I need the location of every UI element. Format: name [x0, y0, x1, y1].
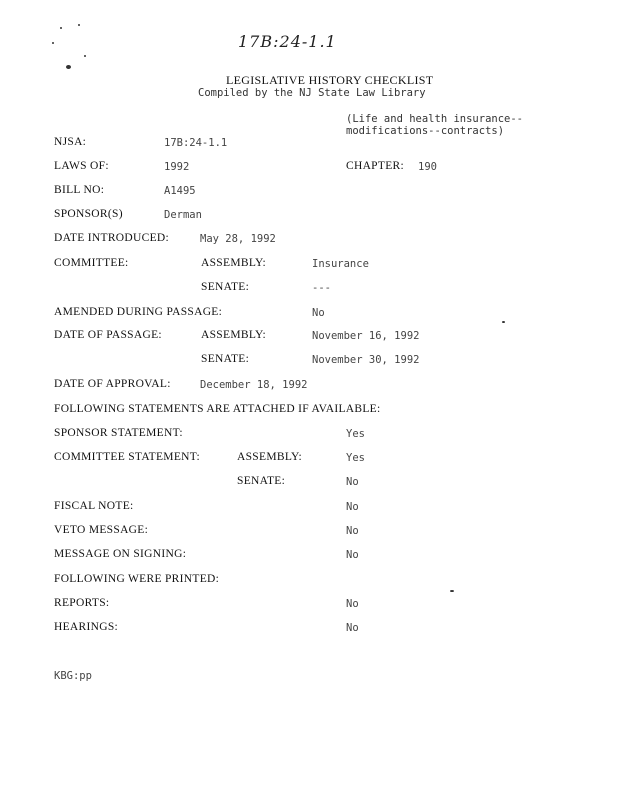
veto-message-value: No: [346, 525, 359, 537]
committee-statement-assembly-value: Yes: [346, 452, 365, 464]
scan-speck: [450, 590, 454, 592]
scan-speck: [60, 27, 62, 29]
hearings-label: HEARINGS:: [54, 621, 119, 633]
passage-senate-label: SENATE:: [201, 353, 250, 365]
message-on-signing-value: No: [346, 549, 359, 561]
veto-message-label: VETO MESSAGE:: [54, 524, 149, 536]
scan-speck: [84, 55, 86, 57]
topic-line-1: (Life and health insurance--: [346, 113, 524, 125]
laws-of-value: 1992: [164, 161, 190, 173]
topic-line-2: modifications--contracts): [346, 125, 505, 137]
njsa-value: 17B:24-1.1: [164, 137, 228, 149]
date-of-approval-value: December 18, 1992: [200, 379, 308, 391]
chapter-value: 190: [418, 161, 437, 173]
hearings-value: No: [346, 622, 359, 634]
committee-label: COMMITTEE:: [54, 257, 129, 269]
footer-initials: KBG:pp: [54, 670, 92, 682]
page-subtitle: Compiled by the NJ State Law Library: [198, 87, 426, 99]
printed-heading: FOLLOWING WERE PRINTED:: [54, 573, 220, 585]
passage-senate-value: November 30, 1992: [312, 354, 420, 366]
chapter-label: CHAPTER:: [346, 160, 404, 172]
date-introduced-label: DATE INTRODUCED:: [54, 232, 169, 244]
page-title: LEGISLATIVE HISTORY CHECKLIST: [226, 73, 434, 87]
amended-label: AMENDED DURING PASSAGE:: [54, 306, 223, 318]
date-of-approval-label: DATE OF APPROVAL:: [54, 378, 171, 390]
committee-senate-value: ---: [312, 282, 331, 294]
committee-statement-senate-label: SENATE:: [237, 475, 286, 487]
amended-value: No: [312, 307, 325, 319]
date-of-passage-label: DATE OF PASSAGE:: [54, 329, 162, 341]
committee-assembly-value: Insurance: [312, 258, 369, 270]
njsa-label: NJSA:: [54, 136, 87, 148]
scan-speck: [78, 24, 80, 26]
scan-speck: [502, 321, 505, 323]
bill-no-value: A1495: [164, 185, 196, 197]
scan-speck: [52, 42, 54, 44]
laws-of-label: LAWS OF:: [54, 160, 109, 172]
passage-assembly-label: ASSEMBLY:: [201, 329, 267, 341]
sponsor-value: Derman: [164, 209, 202, 221]
sponsor-statement-label: SPONSOR STATEMENT:: [54, 427, 183, 439]
reports-label: REPORTS:: [54, 597, 110, 609]
message-on-signing-label: MESSAGE ON SIGNING:: [54, 548, 187, 560]
statements-heading: FOLLOWING STATEMENTS ARE ATTACHED IF AVAILABLE:: [54, 403, 381, 415]
sponsor-statement-value: Yes: [346, 428, 365, 440]
committee-senate-label: SENATE:: [201, 281, 250, 293]
fiscal-note-label: FISCAL NOTE:: [54, 500, 134, 512]
committee-assembly-label: ASSEMBLY:: [201, 257, 267, 269]
committee-statement-senate-value: No: [346, 476, 359, 488]
reports-value: No: [346, 598, 359, 610]
bill-no-label: BILL NO:: [54, 184, 105, 196]
date-introduced-value: May 28, 1992: [200, 233, 276, 245]
passage-assembly-value: November 16, 1992: [312, 330, 420, 342]
scan-speck: [66, 65, 71, 69]
fiscal-note-value: No: [346, 501, 359, 513]
handwritten-reference: 17B:24-1.1: [238, 32, 337, 51]
sponsor-label: SPONSOR(S): [54, 208, 123, 220]
committee-statement-assembly-label: ASSEMBLY:: [237, 451, 303, 463]
committee-statement-label: COMMITTEE STATEMENT:: [54, 451, 201, 463]
